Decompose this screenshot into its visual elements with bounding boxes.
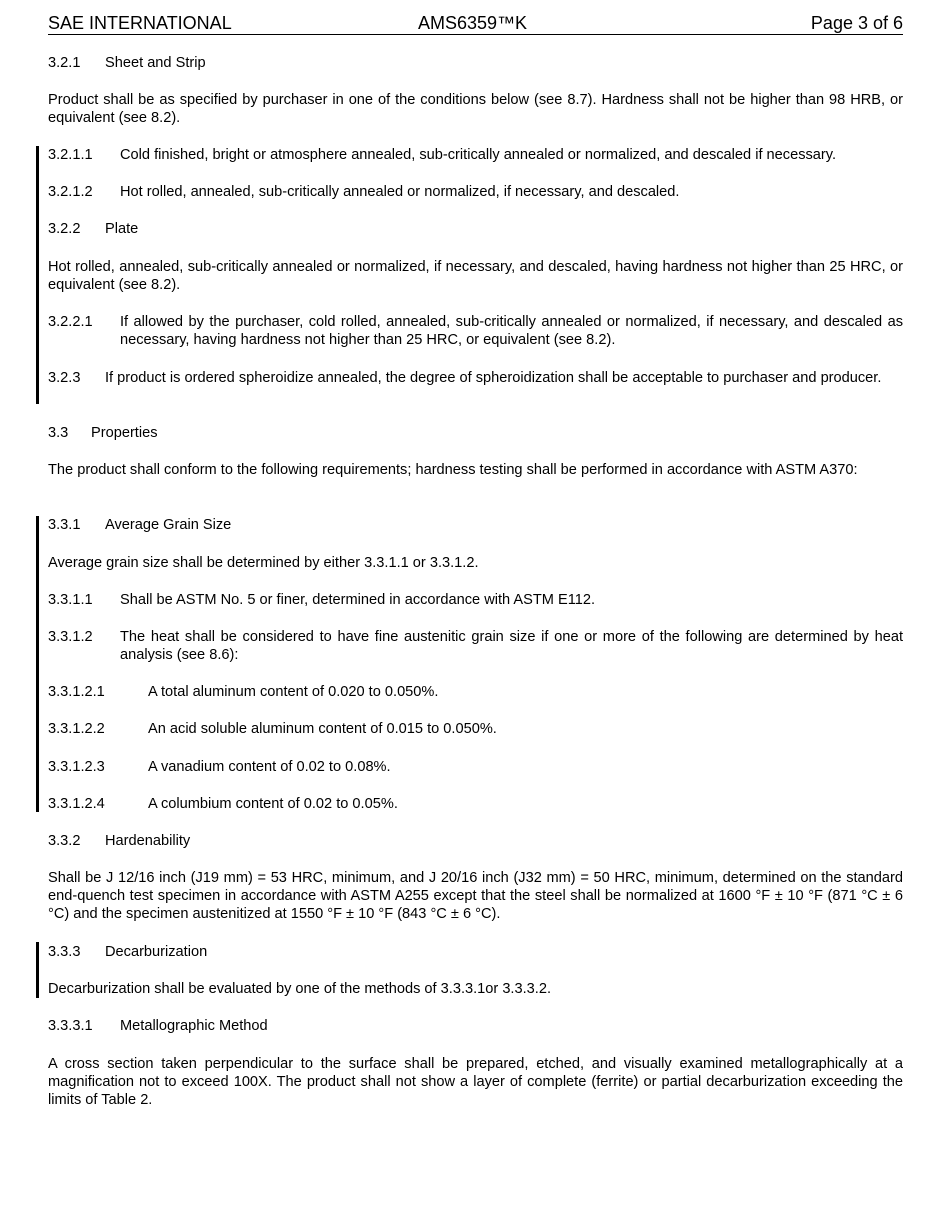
section-heading — [48, 516, 903, 534]
item-text: The heat shall be considered to have fine austenitic grain size if one or more of the following are determined by heat analysis (see 8.6): — [120, 629, 903, 663]
section-number: 3.3.1.2.4 — [48, 796, 105, 812]
paragraph: Average grain size shall be determined by either 3.3.1.1 or 3.3.1.2. — [48, 555, 479, 571]
section-heading — [48, 1017, 903, 1035]
section-number: 3.2.3 — [48, 370, 81, 386]
section-number: 3.2.1.2 — [48, 184, 93, 200]
list-item — [48, 369, 903, 387]
section-heading — [48, 54, 903, 72]
list-item — [48, 183, 903, 201]
document-id: AMS6359™K — [418, 13, 528, 33]
section-number: 3.2.1.1 — [48, 147, 93, 163]
section-number: 3.3.1.2.3 — [48, 759, 105, 775]
item-text: Shall be ASTM No. 5 or finer, determined in accordance with ASTM E112. — [120, 592, 596, 608]
section-title: Hardenability — [105, 833, 191, 849]
list-item — [48, 628, 903, 664]
section-number: 3.3 — [48, 425, 69, 441]
item-text: A columbium content of 0.02 to 0.05%. — [148, 796, 398, 812]
list-item — [48, 720, 903, 738]
paragraph: Shall be J 12/16 inch (J19 mm) = 53 HRC, minimum, and J 20/16 inch (J32 mm) = 50 HRC, minimum, determined on the standard end-quench test specimen in accordance with ASTM A255 except that the steel shall be normalized at 1600 °F ± 10 °F (871 °C ± 6 °C) and the specimen austenitized at 1550 °F ± 10 °F (843 °C ± 6 °C). — [48, 870, 903, 922]
paragraph: A cross section taken perpendicular to the surface shall be prepared, etched, and visually examined metallographically at a magnification not to exceed 100X. The product shall not show a layer of complete (ferrite) or partial decarburization exceeding the limits of Table 2. — [48, 1056, 903, 1108]
page-header — [48, 10, 903, 35]
section-title: Plate — [105, 221, 139, 237]
section-number: 3.3.2 — [48, 833, 81, 849]
section-heading — [48, 832, 903, 850]
item-text: A vanadium content of 0.02 to 0.08%. — [148, 759, 391, 775]
section-number: 3.3.1.1 — [48, 592, 93, 608]
item-text: Hot rolled, annealed, sub-critically annealed or normalized, if necessary, and descaled. — [120, 184, 680, 200]
paragraph: Hot rolled, annealed, sub-critically annealed or normalized, if necessary, and descaled, having hardness not higher than 25 HRC, or equivalent (see 8.2). — [48, 259, 903, 293]
paragraph: Product shall be as specified by purchaser in one of the conditions below (see 8.7). Hardness shall not be higher than 98 HRB, or equivalent (see 8.2). — [48, 92, 903, 126]
list-item — [48, 313, 903, 349]
section-number: 3.3.1.2.2 — [48, 721, 105, 737]
org-name: SAE INTERNATIONAL — [48, 13, 232, 33]
section-number: 3.3.3.1 — [48, 1018, 93, 1034]
paragraph: Decarburization shall be evaluated by one of the methods of 3.3.3.1or 3.3.3.2. — [48, 981, 551, 997]
section-title: Metallographic Method — [120, 1018, 268, 1034]
page-number: Page 3 of 6 — [810, 13, 903, 33]
section-number: 3.2.2.1 — [48, 314, 93, 330]
list-item — [48, 146, 903, 164]
item-text: Cold finished, bright or atmosphere annealed, sub-critically annealed or normalized, and descaled if necessary. — [120, 147, 837, 163]
section-number: 3.3.3 — [48, 944, 81, 960]
revision-bar — [36, 942, 39, 998]
list-item — [48, 683, 903, 701]
section-number: 3.3.1.2 — [48, 629, 93, 645]
revision-bar — [36, 146, 39, 404]
section-title: Properties — [91, 425, 158, 441]
section-number: 3.3.1.2.1 — [48, 684, 105, 700]
item-text: A total aluminum content of 0.020 to 0.050%. — [148, 684, 439, 700]
section-number: 3.3.1 — [48, 517, 81, 533]
paragraph: The product shall conform to the following requirements; hardness testing shall be performed in accordance with ASTM A370: — [48, 462, 858, 478]
section-heading — [48, 943, 903, 961]
revision-bar — [36, 516, 39, 812]
list-item — [48, 591, 903, 609]
item-text: If product is ordered spheroidize annealed, the degree of spheroidization shall be acceptable to purchaser and producer. — [105, 370, 882, 386]
item-text: If allowed by the purchaser, cold rolled, annealed, sub-critically annealed or normalized, if necessary, and descaled as necessary, having hardness not higher than 25 HRC, or equivalent (see 8.2). — [120, 314, 903, 348]
section-title: Decarburization — [105, 944, 208, 960]
item-text: An acid soluble aluminum content of 0.015 to 0.050%. — [148, 721, 497, 737]
section-heading — [48, 220, 903, 238]
list-item — [48, 795, 903, 813]
section-heading — [48, 424, 903, 442]
section-number: 3.2.2 — [48, 221, 81, 237]
section-number: 3.2.1 — [48, 55, 81, 71]
list-item — [48, 758, 903, 776]
section-title: Average Grain Size — [105, 517, 232, 533]
section-title: Sheet and Strip — [105, 55, 206, 71]
